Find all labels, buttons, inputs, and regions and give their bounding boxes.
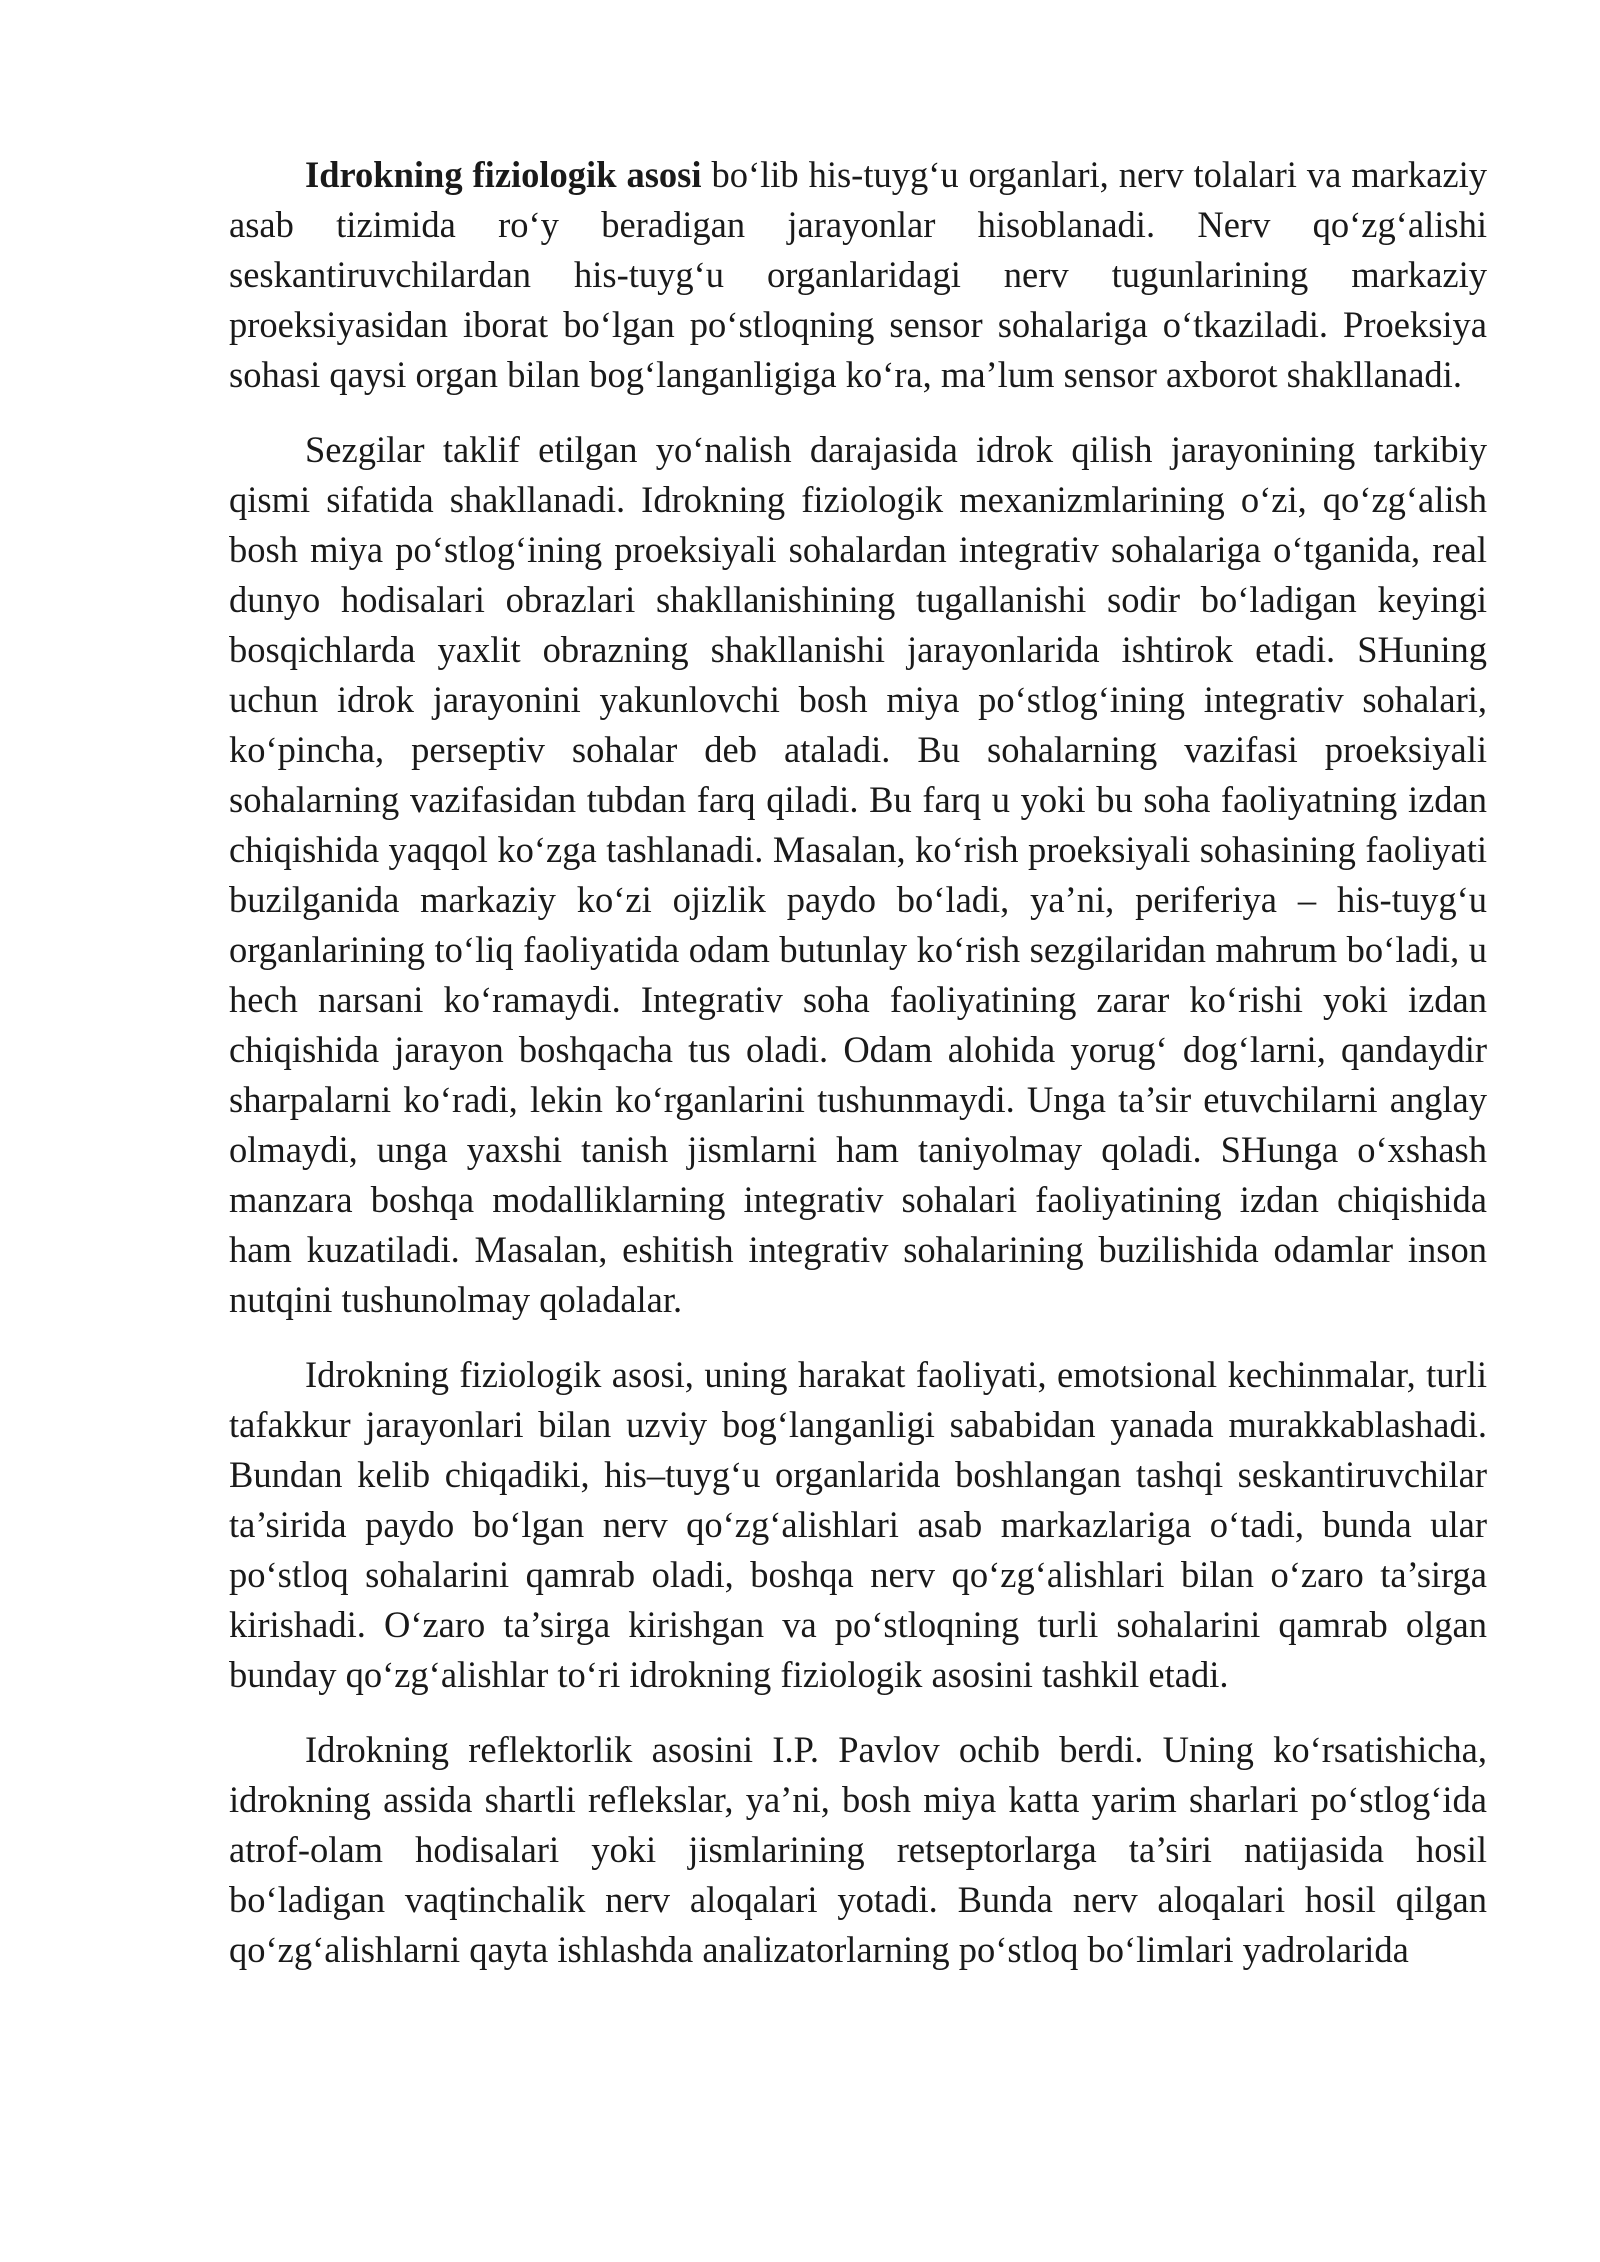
paragraph-text: Sezgilar taklif etilgan yo‘nalish darajasida idrok qilish jarayonining tarkibiy qismi sifatida shakllanadi. Idrokning fiziologik mexanizmlarining o‘zi, qo‘zg‘alish bosh miya po‘stlog‘ining proeksiyali sohalardan integrativ sohalariga o‘tganida, real dunyo hodisalari obrazlari shakllanishining tugallanishi sodir bo‘ladigan keyingi bosqichlarda yaxlit obrazning shakllanishi jarayonlarida ishtirok etadi. SHuning uchun idrok jarayonini yakunlovchi bosh miya po‘stlog‘ining integrativ sohalari, ko‘pincha, perseptiv sohalar deb ataladi. Bu sohalarning vazifasi proeksiyali sohalarning vazifasidan tubdan farq qiladi. Bu farq u yoki bu soha faoliyatning izdan chiqishida yaqqol ko‘zga tashlanadi. Masalan, ko‘rish proeksiyali sohasining faoliyati buzilganida markaziy ko‘zi ojizlik paydo bo‘ladi, ya’ni, periferiya – his-tuyg‘u organlarining to‘liq faoliyatida odam butunlay ko‘rish sezgilaridan mahrum bo‘ladi, u hech narsani ko‘ramaydi. Integrativ soha faoliyatining zarar ko‘rishi yoki izdan chiqishida jarayon boshqacha tus oladi. Odam alohida yorug‘ dog‘larni, qandaydir sharpalarni ko‘radi, lekin ko‘rganlarini tushunmaydi. Unga ta’sir etuvchilarni anglay olmaydi, unga yaxshi tanish jismlarni ham taniyolmay qoladi. SHunga o‘xshash manzara boshqa modalliklarning integrativ sohalari faoliyatining izdan chiqishida ham kuzatiladi. Masalan, eshitish integrativ sohalarining buzilishida odamlar inson nutqini tushunolmay qoladalar. [229,429,1487,1320]
paragraph-lead-term: Idrokning fiziologik asosi [305,154,702,195]
paragraph-text: bo‘lib his-tuyg‘u organlari, nerv tolalari va markaziy asab tizimida ro‘y beradigan jarayonlar hisoblanadi. Nerv qo‘zg‘alishi seskantiruvchilardan his-tuyg‘u organlaridagi nerv tugunlarining markaziy proeksiyasidan iborat bo‘lgan po‘stloqning sensor sohalariga o‘tkaziladi. Proeksiya sohasi qaysi organ bilan bog‘langanligiga ko‘ra, ma’lum sensor axborot shakllanadi. [229,154,1488,395]
paragraph-4 [229,1725,1487,1975]
paragraph-text: Idrokning fiziologik asosi, uning harakat faoliyati, emotsional kechinmalar, turli tafakkur jarayonlari bilan uzviy bog‘langanligi sababidan yanada murakkablashadi. Bundan kelib chiqadiki, his–tuyg‘u organlarida boshlangan tashqi seskantiruvchilar ta’sirida paydo bo‘lgan nerv qo‘zg‘alishlari asab markazlariga o‘tadi, bunda ular po‘stloq sohalarini qamrab oladi, boshqa nerv qo‘zg‘alishlari bilan o‘zaro ta’sirga kirishadi. O‘zaro ta’sirga kirishgan va po‘stloqning turli sohalarini qamrab olgan bunday qo‘zg‘alishlar to‘ri idrokning fiziologik asosini tashkil etadi. [229,1354,1487,1695]
paragraph-3 [229,1350,1487,1700]
paragraph-2 [229,425,1487,1325]
paragraph-text: Idrokning reflektorlik asosini I.P. Pavlov ochib berdi. Uning ko‘rsatishicha, idrokning assida shartli reflekslar, ya’ni, bosh miya katta yarim sharlari po‘stlog‘ida atrof-olam hodisalari yoki jismlarining retseptorlarga ta’siri natijasida hosil bo‘ladigan vaqtinchalik nerv aloqalari yotadi. Bunda nerv aloqalari hosil qilgan qo‘zg‘alishlarni qayta ishlashda analizatorlarning po‘stloq bo‘limlari yadrolarida [229,1729,1487,1970]
document-page [229,150,1487,2000]
paragraph-1 [229,150,1487,400]
